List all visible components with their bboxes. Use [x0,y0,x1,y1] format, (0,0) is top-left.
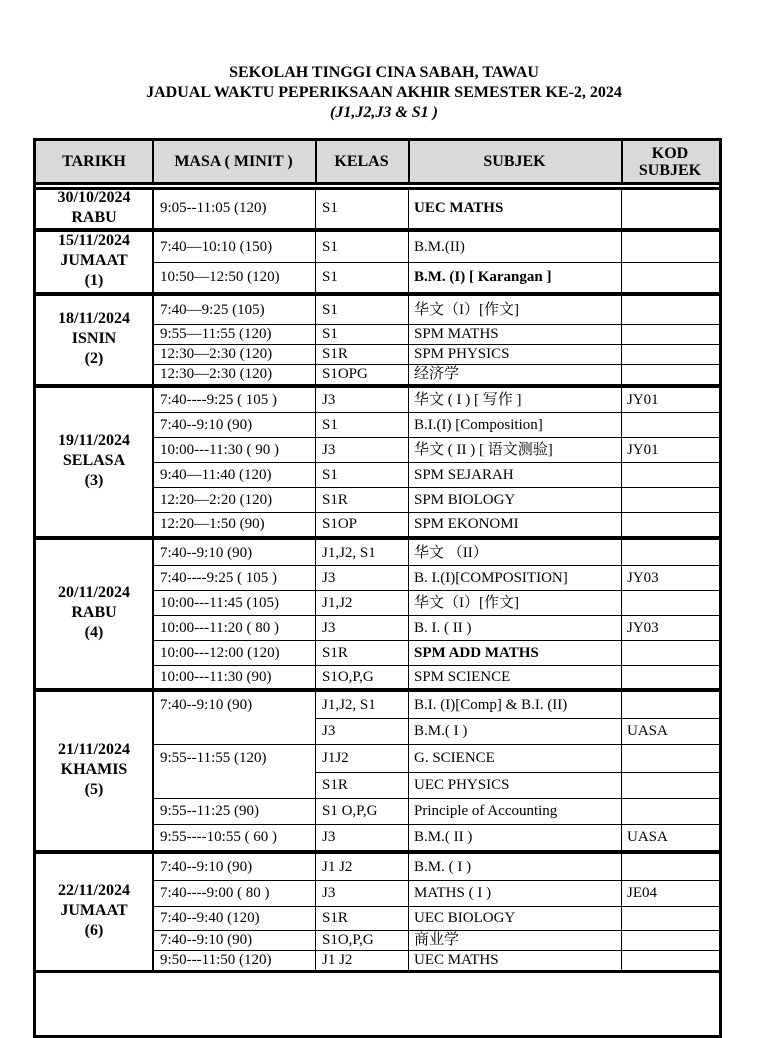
subject-cell: SPM SEJARAH [414,466,514,483]
class-cell: J3 [322,619,336,636]
column-divider [315,854,316,970]
date-cell [36,539,152,687]
column-divider [315,296,316,384]
column-divider [152,294,154,384]
subject-code-cell [627,345,717,363]
header-divider [152,141,154,182]
class-cell: S1 [322,200,338,216]
date-line: (1) [84,272,104,289]
document-header [0,63,768,123]
subject-code-cell [627,488,717,511]
subject-code-cell [627,855,717,879]
column-header: KOD SUBJEK [638,144,702,179]
subject-code-cell [627,745,717,771]
subject-code-cell [627,413,717,436]
time-cell: 9:05--11:05 (120) [160,200,267,216]
subject-code-cell [627,799,717,823]
class-cell: S1 [322,269,338,285]
class-cell: J3 [322,392,336,408]
time-cell: 10:00---11:30 (90) [160,668,272,685]
time-cell: 7:40--9:10 (90) [160,932,253,948]
class-cell: S1OP [322,516,358,532]
subject-code-cell: JY03 [627,619,659,636]
subject-cell: UEC BIOLOGY [414,910,516,926]
subject-cell: SPM ADD MATHS [414,644,539,661]
subject-cell: SPM MATHS [414,326,499,342]
class-cell: S1 [322,326,338,342]
timetable-table [33,138,722,1038]
column-divider [152,386,154,536]
header-divider [408,141,410,182]
class-cell: J3 [322,829,336,845]
time-cell: 12:30—2:30 (120) [160,346,273,362]
header-bottom-rule [36,182,719,185]
class-cell: J3 [322,723,336,739]
subject-code-cell [627,666,717,687]
column-header: SUBJEK [483,152,546,170]
subject-cell: 华文 （II） [414,544,488,561]
class-cell: S1 [322,466,338,483]
subject-cell: B.I.(I) [Composition] [414,416,543,433]
subject-cell: SPM SCIENCE [414,668,511,685]
time-cell: 7:40--9:10 (90) [160,697,253,713]
subject-cell: Principle of Accounting [414,803,558,819]
subject-code-cell [627,693,717,717]
date-cell [36,189,152,227]
subject-cell: B. I.(I)[COMPOSITION] [414,569,568,586]
subject-code-cell: UASA [627,829,668,845]
class-cell: S1 [322,416,338,433]
class-cell: S1O,P,G [322,932,374,948]
date-cell [36,231,152,291]
subject-cell: B.M.( I ) [414,723,468,739]
date-line: 21/11/2024 [57,741,130,758]
subject-code-cell [627,907,717,929]
column-divider [408,854,409,970]
subject-code-cell [627,297,717,323]
subject-cell: B.M. ( I ) [414,859,472,875]
subject-code-cell: UASA [627,723,668,739]
class-cell: J1 J2 [322,859,353,875]
subject-code-cell [627,951,717,969]
subject-cell: UEC MATHS [414,200,504,216]
time-cell: 9:55--11:25 (90) [160,803,260,819]
time-cell: 9:55--11:55 (120) [160,750,267,766]
subject-cell: 华文（I）[作文] [414,594,519,611]
time-cell: 12:30—2:30 (120) [160,366,273,382]
time-cell: 7:40--9:10 (90) [160,859,253,875]
column-divider [408,296,409,384]
subject-code-cell [627,189,717,227]
subject-cell: B.M. (I) [ Karangan ] [414,269,552,285]
time-cell: 7:40--9:10 (90) [160,544,253,561]
class-cell: J3 [322,885,336,901]
subject-cell: SPM PHYSICS [414,346,510,362]
time-cell [160,719,313,743]
time-cell: 7:40—9:25 (105) [160,302,265,318]
subject-cell: SPM EKONOMI [414,516,519,532]
group-separator [36,970,719,973]
time-cell: 9:40—11:40 (120) [160,466,272,483]
time-cell: 9:55----10:55 ( 60 ) [160,829,278,845]
date-line: (6) [84,922,104,939]
time-cell: 7:40—10:10 (150) [160,239,273,255]
date-cell [36,387,152,535]
subject-code-cell [627,325,717,343]
time-cell: 7:40----9:00 ( 80 ) [160,885,270,901]
column-header: TARIKH [62,152,126,170]
date-line: RABU [71,209,117,226]
column-divider [152,188,154,228]
subject-code-cell [627,263,717,291]
date-line: (5) [84,781,104,798]
subject-cell: 商业学 [414,932,460,948]
subject-code-cell [627,641,717,664]
date-line: JUMAAT [60,252,128,269]
column-divider [152,690,154,850]
subject-cell: UEC MATHS [414,952,499,968]
school-name: SEKOLAH TINGGI CINA SABAH, TAWAU [229,64,539,81]
subject-code-cell [627,773,717,797]
column-divider [621,854,622,970]
time-cell: 9:55—11:55 (120) [160,326,272,342]
class-cell: S1R [322,346,348,362]
subject-cell: UEC PHYSICS [414,777,510,793]
class-cell: S1R [322,910,348,926]
date-line: RABU [71,604,117,621]
header-divider [621,141,623,182]
time-cell: 7:40----9:25 ( 105 ) [160,569,278,586]
subject-cell: G. SCIENCE [414,750,495,766]
class-cell: S1 [322,239,338,255]
date-cell [36,853,152,969]
date-line: 19/11/2024 [57,432,130,449]
class-cell: S1R [322,777,348,793]
time-cell: 12:20—2:20 (120) [160,491,273,508]
date-line: KHAMIS [60,761,128,778]
column-divider [315,692,316,850]
column-divider [621,692,622,850]
date-line: 22/11/2024 [57,882,130,899]
column-divider [315,188,316,228]
class-cell: J3 [322,569,336,586]
subject-code-cell [627,931,717,949]
subject-cell: B.M.(II) [414,239,465,255]
column-divider [408,692,409,850]
subject-cell: 华文 ( I ) [ 写作 ] [414,392,522,408]
time-cell: 10:00---11:45 (105) [160,594,280,611]
column-divider [621,188,622,228]
time-cell: 10:00---11:30 ( 90 ) [160,441,280,458]
subject-cell: 经济学 [414,366,460,382]
subject-cell: 华文 ( II ) [ 语文测验] [414,441,553,458]
time-cell: 9:50---11:50 (120) [160,952,272,968]
subject-cell: B. I. ( II ) [414,619,472,636]
header-divider [315,141,317,182]
subject-cell: B.M.( II ) [414,829,473,845]
time-cell: 10:00---12:00 (120) [160,644,280,661]
time-cell: 7:40--9:10 (90) [160,416,253,433]
column-divider [621,296,622,384]
column-header: MASA ( MINIT ) [174,152,293,170]
time-cell: 7:40----9:25 ( 105 ) [160,392,278,408]
subject-code-cell [627,365,717,383]
class-cell: J3 [322,441,336,458]
date-line: JUMAAT [60,902,128,919]
column-divider [152,230,154,292]
date-line: ISNIN [71,330,117,347]
date-line: 20/11/2024 [57,584,130,601]
subject-cell: SPM BIOLOGY [414,491,516,508]
date-line: 18/11/2024 [57,310,130,327]
class-cell: S1R [322,491,348,508]
column-header: KELAS [334,152,389,170]
date-cell [36,691,152,849]
subject-code-cell [627,463,717,486]
date-line: (2) [84,350,104,367]
class-cell: J1,J2, S1 [322,697,376,713]
class-cell: J1J2 [322,750,349,766]
time-cell: 12:20—1:50 (90) [160,516,265,532]
class-cell: S1R [322,644,348,661]
date-line: 15/11/2024 [57,232,130,249]
column-divider [152,852,154,970]
subject-cell: MATHS ( I ) [414,885,492,901]
subject-code-cell [627,591,717,614]
time-cell [160,773,313,797]
class-cell: J1,J2 [322,594,353,611]
subject-code-cell: JY01 [627,441,659,458]
document-title: JADUAL WAKTU PEPERIKSAAN AKHIR SEMESTER KE-2, 2024 [146,84,622,101]
subject-code-cell [627,233,717,261]
class-cell: S1O,P,G [322,668,374,685]
subject-code-cell [627,513,717,535]
class-cell: S1OPG [322,366,368,382]
class-cell: S1 [322,302,338,318]
subject-cell: B.I. (I)[Comp] & B.I. (II) [414,697,568,713]
subject-cell: 华文（I）[作文] [414,302,519,318]
document-subtitle: (J1,J2,J3 & S1 ) [330,104,438,121]
time-cell: 10:50—12:50 (120) [160,269,280,285]
subject-code-cell: JY01 [627,392,659,408]
subject-code-cell: JY03 [627,569,659,586]
date-line: 30/10/2024 [57,189,131,206]
date-cell [36,295,152,383]
subject-code-cell: JE04 [627,885,657,901]
time-cell: 10:00---11:20 ( 80 ) [160,619,280,636]
subject-code-cell [627,541,717,564]
class-cell: S1 O,P,G [322,803,378,819]
class-cell: J1 J2 [322,952,353,968]
column-divider [408,188,409,228]
date-line: (3) [84,472,104,489]
date-line: SELASA [62,452,126,469]
time-cell: 7:40--9:40 (120) [160,910,260,926]
class-cell: J1,J2, S1 [322,544,376,561]
date-line: (4) [84,624,104,641]
